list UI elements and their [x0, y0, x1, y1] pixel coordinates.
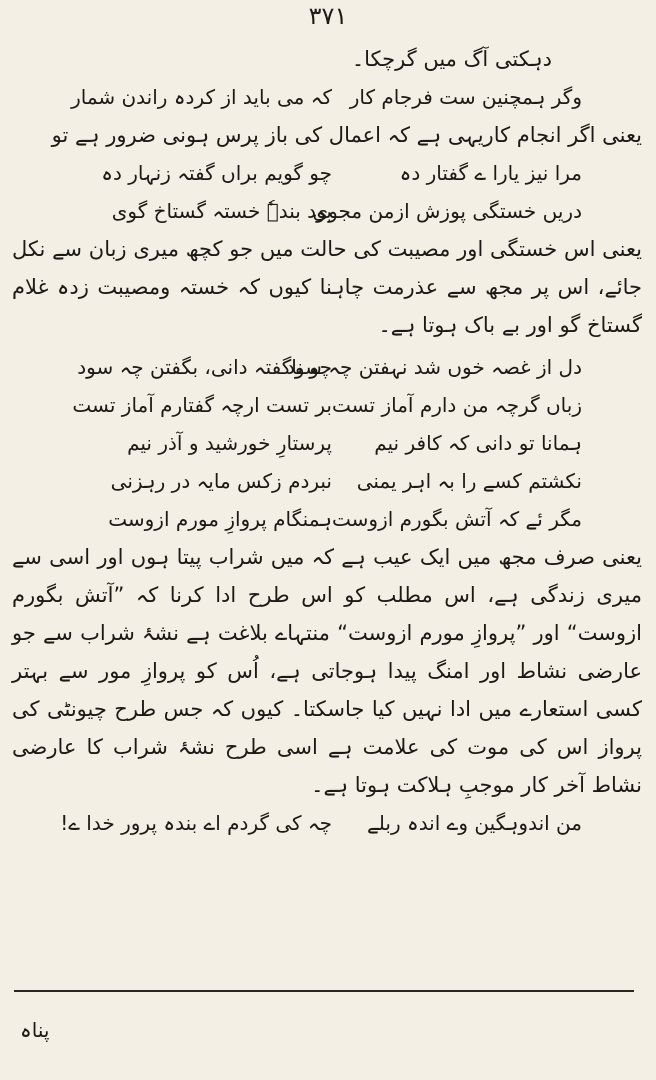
hemistich-right: دل از غصہ خوں شد نہفتن چہ سود [285, 355, 582, 379]
couplet-6 [12, 424, 642, 462]
hemistich-left: بود بندہٗ خستہ گستاخ گوی [111, 199, 332, 223]
catchword: پناہ [20, 1018, 50, 1042]
hemistich-right: من اندوہگین وے اندہ ربلے [367, 811, 582, 835]
hemistich-left: نبردم زکس مایہ در رہزنی [110, 469, 332, 493]
hemistich-left: پرستارِ خورشید و آذر نیم [127, 431, 332, 455]
page-number: ۳۷۱ [308, 2, 348, 30]
hemistich-right: مگر ئے کہ آتش بگورم ازوست [332, 507, 582, 531]
hemistich-left: ہمنگام پروازِ مورم ازوست [108, 507, 332, 531]
hemistich-left: چو ناگفتہ دانی، بگفتن چہ سود [77, 355, 332, 379]
footnote-divider [14, 990, 634, 992]
hemistich-right: دریں خستگی پوزش ازمن مجوی [312, 199, 582, 223]
couplet-3 [12, 192, 642, 230]
hemistich-left: چو گویم براں گفتہ زنہار دہ [101, 161, 332, 185]
couplet-5 [12, 386, 642, 424]
hemistich-right: وگر ہمچنین ست فرجام کار [349, 85, 582, 109]
hemistich-right: زباں گرچہ من دارم آماز تست [332, 393, 582, 417]
hemistich-left: کہ می باید از کردہ راندن شمار [71, 85, 332, 109]
hemistich-left: بر تست ارچہ گفتارم آماز تست [72, 393, 332, 417]
page-body [12, 40, 642, 842]
prose-paragraph-1: یعنی اگر انجام کاریہی ہے کہ اعمال کی باز پرس ہونی ضرور ہے تو [51, 123, 642, 147]
couplet-8 [12, 500, 642, 538]
hemistich-right: مرا نیز یارا ے گفتار دہ [399, 161, 582, 185]
couplet-2 [12, 154, 642, 192]
couplet-7 [12, 462, 642, 500]
couplet-4 [12, 348, 642, 386]
intro-line: دہکتی آگ میں گرچکا۔ [351, 47, 552, 71]
couplet-1 [12, 78, 642, 116]
couplet-9 [12, 804, 642, 842]
prose-paragraph-3: یعنی صرف مجھ میں ایک عیب ہے کہ میں شراب پیتا ہوں اور اسی سے میری زندگی ہے، اس مطلب کو اس طرح ادا کرنا کہ ”آتش بگورم ازوست“ اور ”پروازِ مورم ازوست“ منتہاے بلاغت ہے نشۂ شراب سے جو عارضی نشاط اور امنگ پیدا ہوجاتی ہے، اُس کو پروازِ مور سے بہتر کسی استعارے میں ادا نہیں کیا جاسکتا۔ کیوں کہ جس طرح چیونٹی کی پرواز اس کی موت کی علامت ہے اسی طرح نشۂ شراب کا عارضی نشاط آخر کار موجبِ ہلاکت ہوتا ہے۔ [12, 545, 642, 797]
hemistich-right: ہمانا تو دانی کہ کافر نیم [374, 431, 582, 455]
hemistich-right: نکشتم کسے را بہ اہر یمنی [356, 469, 582, 493]
prose-paragraph-2: یعنی اس خستگی اور مصیبت کی حالت میں جو کچھ میری زبان سے نکل جائے، اس پر مجھ سے عذرمت چاہنا کیوں کہ خستہ ومصیبت زدہ غلام گستاخ گو اور بے باک ہوتا ہے۔ [12, 237, 642, 337]
hemistich-left: چہ کی گردم اے بندہ پرور خدا ے! [60, 811, 332, 835]
